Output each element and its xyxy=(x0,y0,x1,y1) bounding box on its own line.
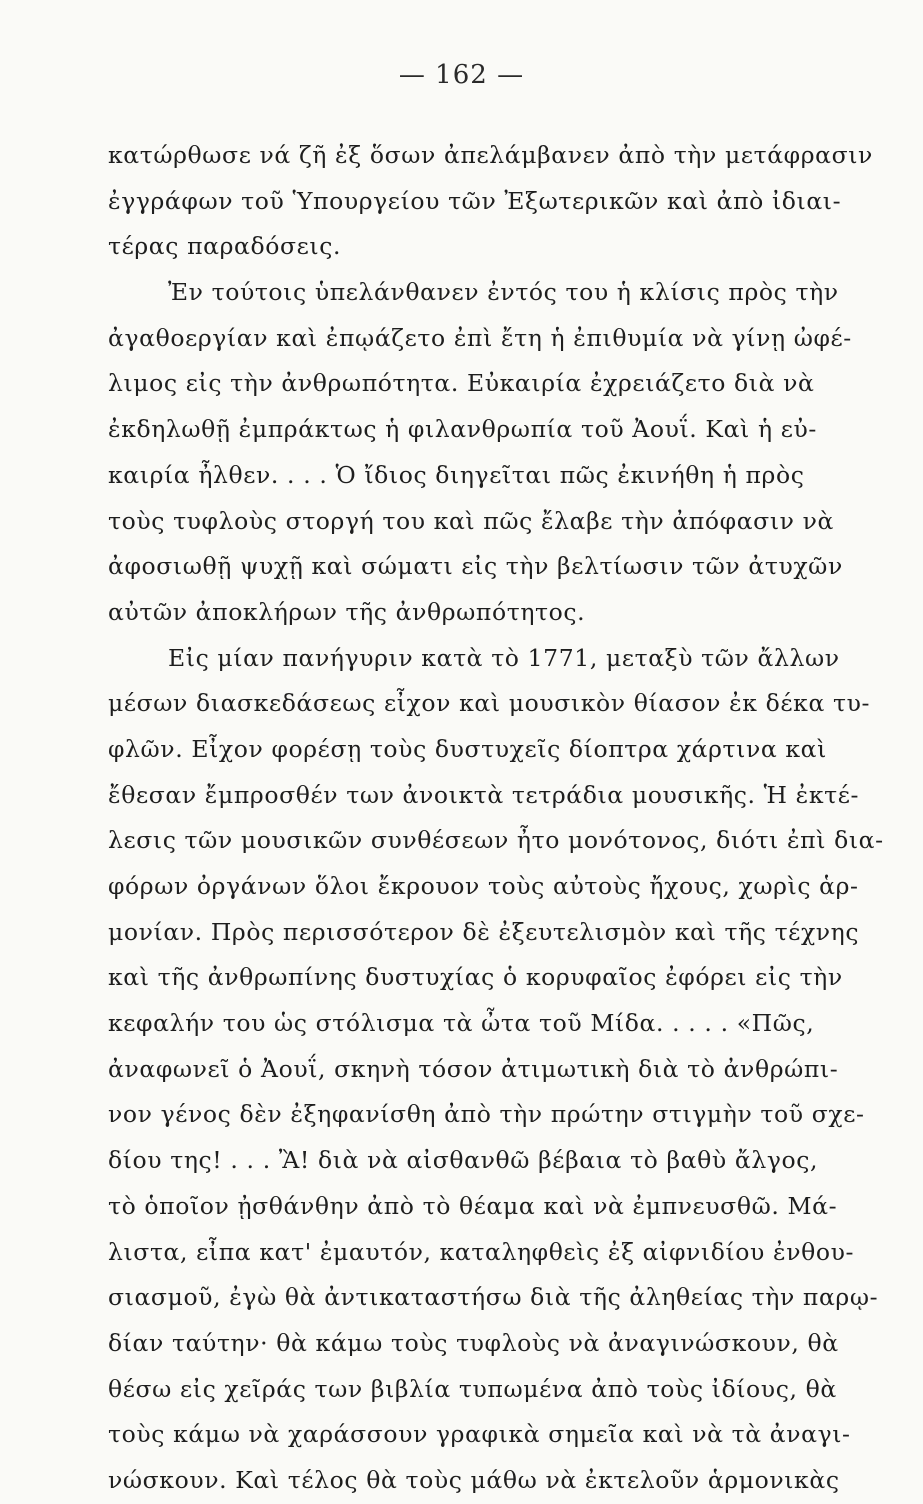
text-line: καιρία ἦλθεν. . . . Ὁ ἴδιος διηγεῖται πῶς ἐκινήθη ἡ πρὸς xyxy=(108,460,805,489)
text-line: φόρων ὀργάνων ὅλοι ἔκρουον τοὺς αὐτοὺς ἤχους, χωρὶς ἁρ- xyxy=(108,872,859,900)
paragraph-start-line: Ἐν τούτοις ὑπελάνθανεν ἐντός του ἡ κλίσις πρὸς τὴν xyxy=(168,278,839,307)
text-line: νον γένος δὲν ἐξηφανίσθη ἀπὸ τὴν πρώτην στιγμὴν τοῦ σχε- xyxy=(108,1100,865,1129)
text-line: δίου της! . . . Ἂ! διὰ νὰ αἰσθανθῶ βέβαια τὸ βαθὺ ἄλγος, xyxy=(108,1146,819,1175)
body-text xyxy=(108,133,888,1504)
text-line: αὐτῶν ἀποκλήρων τῆς ἀνθρωπότητος. xyxy=(108,597,586,626)
text-line: τὸ ὁποῖον ᾐσθάνθην ἀπὸ τὸ θέαμα καὶ νὰ ἐμπνευσθῶ. Μά- xyxy=(108,1191,838,1220)
text-line: λιμος εἰς τὴν ἀνθρωπότητα. Εὐκαιρία ἐχρειάζετο διὰ νὰ xyxy=(108,369,815,398)
text-line: ἐγγράφων τοῦ Ὑπουργείου τῶν Ἐξωτερικῶν καὶ ἀπὸ ἰδιαι- xyxy=(108,186,842,215)
text-line: φλῶν. Εἶχον φορέσῃ τοὺς δυστυχεῖς δίοπτρα χάρτινα καὶ xyxy=(108,734,827,763)
text-line: ἐκδηλωθῇ ἐμπράκτως ἡ φιλανθρωπία τοῦ Ἀουΐ. Καὶ ἡ εὐ- xyxy=(108,415,817,444)
page-number: — 162 — xyxy=(398,60,525,90)
text-line: μέσων διασκεδάσεως εἶχον καὶ μουσικὸν θίασον ἐκ δέκα τυ- xyxy=(108,689,871,718)
text-line: θέσω εἰς χεῖράς των βιβλία τυπωμένα ἀπὸ τοὺς ἰδίους, θὰ xyxy=(108,1374,837,1403)
text-line: σιασμοῦ, ἐγὼ θὰ ἀντικαταστήσω διὰ τῆς ἀληθείας τὴν παρῳ- xyxy=(108,1283,879,1312)
paragraph-start-line: Εἰς μίαν πανήγυριν κατὰ τὸ 1771, μεταξὺ τῶν ἄλλων xyxy=(168,643,840,672)
text-line: τοὺς τυφλοὺς στοργή του καὶ πῶς ἔλαβε τὴν ἀπόφασιν νὰ xyxy=(108,506,834,535)
text-line: ἔθεσαν ἔμπροσθέν των ἀνοικτὰ τετράδια μουσικῆς. Ἡ ἐκτέ- xyxy=(108,780,860,809)
text-line: λιστα, εἶπα κατ' ἐμαυτόν, καταληφθεὶς ἐξ αἰφνιδίου ἐνθου- xyxy=(108,1237,855,1266)
text-line: κατώρθωσε νά ζῆ ἐξ ὅσων ἀπελάμβανεν ἀπὸ τὴν μετάφρασιν xyxy=(108,141,873,169)
text-line: ἀφοσιωθῇ ψυχῇ καὶ σώματι εἰς τὴν βελτίωσιν τῶν ἀτυχῶν xyxy=(108,552,843,581)
text-line: ἀναφωνεῖ ὁ Ἀουΐ, σκηνὴ τόσον ἀτιμωτικὴ διὰ τὸ ἀνθρώπι- xyxy=(108,1054,839,1083)
text-line: τέρας παραδόσεις. xyxy=(108,232,342,261)
text-line: λεσις τῶν μουσικῶν συνθέσεων ἦτο μονότονος, διότι ἐπὶ δια- xyxy=(108,826,884,855)
text-line: τοὺς κάμω νὰ χαράσσουν γραφικὰ σημεῖα καὶ νὰ τὰ ἀναγι- xyxy=(108,1420,851,1449)
text-line: μονίαν. Πρὸς περισσότερον δὲ ἐξευτελισμὸν καὶ τῆς τέχνης xyxy=(108,917,860,946)
text-line: καὶ τῆς ἀνθρωπίνης δυστυχίας ὁ κορυφαῖος ἐφόρει εἰς τὴν xyxy=(108,963,843,992)
text-line: ἀγαθοεργίαν καὶ ἐπῳάζετο ἐπὶ ἔτη ἡ ἐπιθυμία νὰ γίνῃ ὠφέ- xyxy=(108,323,852,352)
text-line: κεφαλήν του ὡς στόλισμα τὰ ὦτα τοῦ Μίδα. . . . . «Πῶς, xyxy=(108,1009,815,1038)
text-line: δίαν ταύτην· θὰ κάμω τοὺς τυφλοὺς νὰ ἀναγινώσκουν, θὰ xyxy=(108,1328,839,1357)
text-line: νώσκουν. Καὶ τέλος θὰ τοὺς μάθω νὰ ἐκτελοῦν ἁρμονικὰς xyxy=(108,1465,840,1494)
